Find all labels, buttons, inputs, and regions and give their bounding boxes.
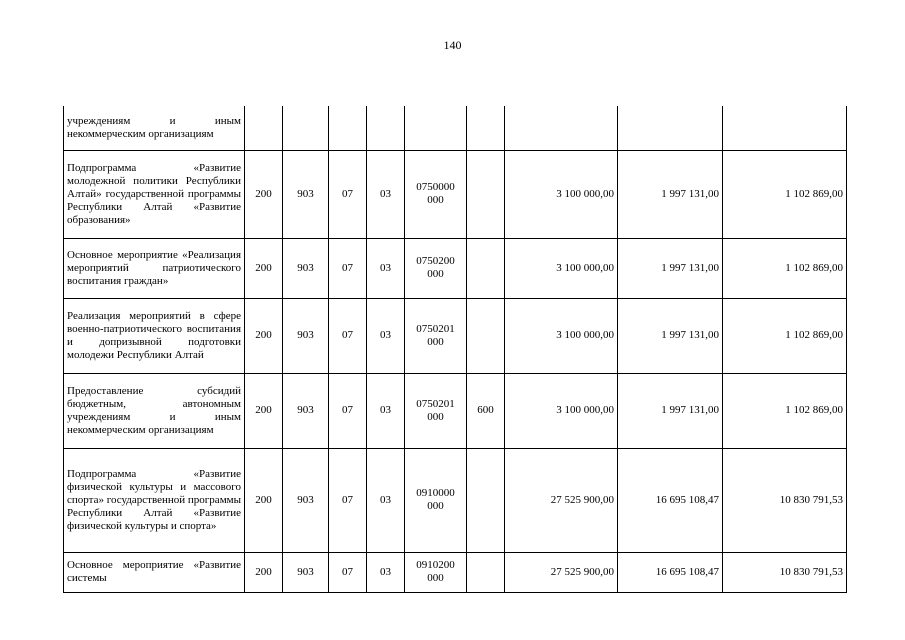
pr-cell: 03: [367, 373, 405, 448]
sum-rest-cell: 10 830 791,53: [723, 448, 847, 552]
csr-cell: 0750200 000: [405, 238, 467, 298]
vr-cell: [467, 448, 505, 552]
grbs-cell: 903: [283, 373, 329, 448]
sum-exec-cell: 16 695 108,47: [618, 448, 723, 552]
code-cell: 200: [245, 552, 283, 592]
code-cell: 200: [245, 448, 283, 552]
rz-cell: 07: [329, 238, 367, 298]
sum-exec-cell: 1 997 131,00: [618, 298, 723, 373]
pr-cell: [367, 106, 405, 150]
row-name: Основное мероприятие «Реализация мероприятий патриотического воспитания граждан»: [64, 238, 245, 298]
sum-exec-cell: [618, 106, 723, 150]
sum-exec-cell: 16 695 108,47: [618, 552, 723, 592]
vr-cell: [467, 238, 505, 298]
grbs-cell: 903: [283, 298, 329, 373]
table-row: [64, 298, 847, 373]
sum-rest-cell: 1 102 869,00: [723, 373, 847, 448]
code-cell: [245, 106, 283, 150]
sum-plan-cell: 3 100 000,00: [505, 298, 618, 373]
row-name: Реализация мероприятий в сфере военно-патриотического воспитания и допризывной подготовки молодежи Республики Алтай: [64, 298, 245, 373]
rz-cell: 07: [329, 373, 367, 448]
table-row: [64, 373, 847, 448]
grbs-cell: 903: [283, 552, 329, 592]
rz-cell: 07: [329, 448, 367, 552]
row-name: Подпрограмма «Развитие молодежной политики Республики Алтай» государственной программы Республики Алтай «Развитие образования»: [64, 150, 245, 238]
csr-cell: 0910200 000: [405, 552, 467, 592]
csr-cell: [405, 106, 467, 150]
sum-plan-cell: [505, 106, 618, 150]
pr-cell: 03: [367, 238, 405, 298]
vr-cell: [467, 106, 505, 150]
code-cell: 200: [245, 298, 283, 373]
csr-cell: 0910000 000: [405, 448, 467, 552]
pr-cell: 03: [367, 150, 405, 238]
sum-rest-cell: 10 830 791,53: [723, 552, 847, 592]
row-name: Подпрограмма «Развитие физической культуры и массового спорта» государственной программы Республики Алтай «Развитие физической культуры и спорта»: [64, 448, 245, 552]
table-row: [64, 448, 847, 552]
grbs-cell: [283, 106, 329, 150]
sum-plan-cell: 3 100 000,00: [505, 238, 618, 298]
rz-cell: 07: [329, 298, 367, 373]
vr-cell: [467, 552, 505, 592]
row-name: Основное мероприятие «Развитие системы: [64, 552, 245, 592]
sum-exec-cell: 1 997 131,00: [618, 238, 723, 298]
code-cell: 200: [245, 150, 283, 238]
vr-cell: [467, 298, 505, 373]
vr-cell: [467, 150, 505, 238]
csr-cell: 0750201 000: [405, 298, 467, 373]
sum-plan-cell: 27 525 900,00: [505, 552, 618, 592]
pr-cell: 03: [367, 552, 405, 592]
grbs-cell: 903: [283, 150, 329, 238]
sum-plan-cell: 3 100 000,00: [505, 150, 618, 238]
sum-plan-cell: 27 525 900,00: [505, 448, 618, 552]
code-cell: 200: [245, 373, 283, 448]
table-row: [64, 106, 847, 150]
pr-cell: 03: [367, 448, 405, 552]
pr-cell: 03: [367, 298, 405, 373]
vr-cell: 600: [467, 373, 505, 448]
sum-exec-cell: 1 997 131,00: [618, 373, 723, 448]
sum-rest-cell: 1 102 869,00: [723, 298, 847, 373]
rz-cell: 07: [329, 150, 367, 238]
table-row: [64, 150, 847, 238]
csr-cell: 0750000 000: [405, 150, 467, 238]
grbs-cell: 903: [283, 238, 329, 298]
row-name: Предоставление субсидий бюджетным, автономным учреждениям и иным некоммерческим организациям: [64, 373, 245, 448]
row-name: учреждениям и иным некоммерческим организациям: [64, 106, 245, 150]
page-number: 140: [443, 38, 462, 52]
sum-exec-cell: 1 997 131,00: [618, 150, 723, 238]
table-row: [64, 552, 847, 592]
sum-rest-cell: 1 102 869,00: [723, 150, 847, 238]
code-cell: 200: [245, 238, 283, 298]
csr-cell: 0750201 000: [405, 373, 467, 448]
grbs-cell: 903: [283, 448, 329, 552]
sum-rest-cell: 1 102 869,00: [723, 238, 847, 298]
table-row: [64, 238, 847, 298]
budget-table: [63, 106, 847, 593]
rz-cell: [329, 106, 367, 150]
sum-rest-cell: [723, 106, 847, 150]
sum-plan-cell: 3 100 000,00: [505, 373, 618, 448]
rz-cell: 07: [329, 552, 367, 592]
